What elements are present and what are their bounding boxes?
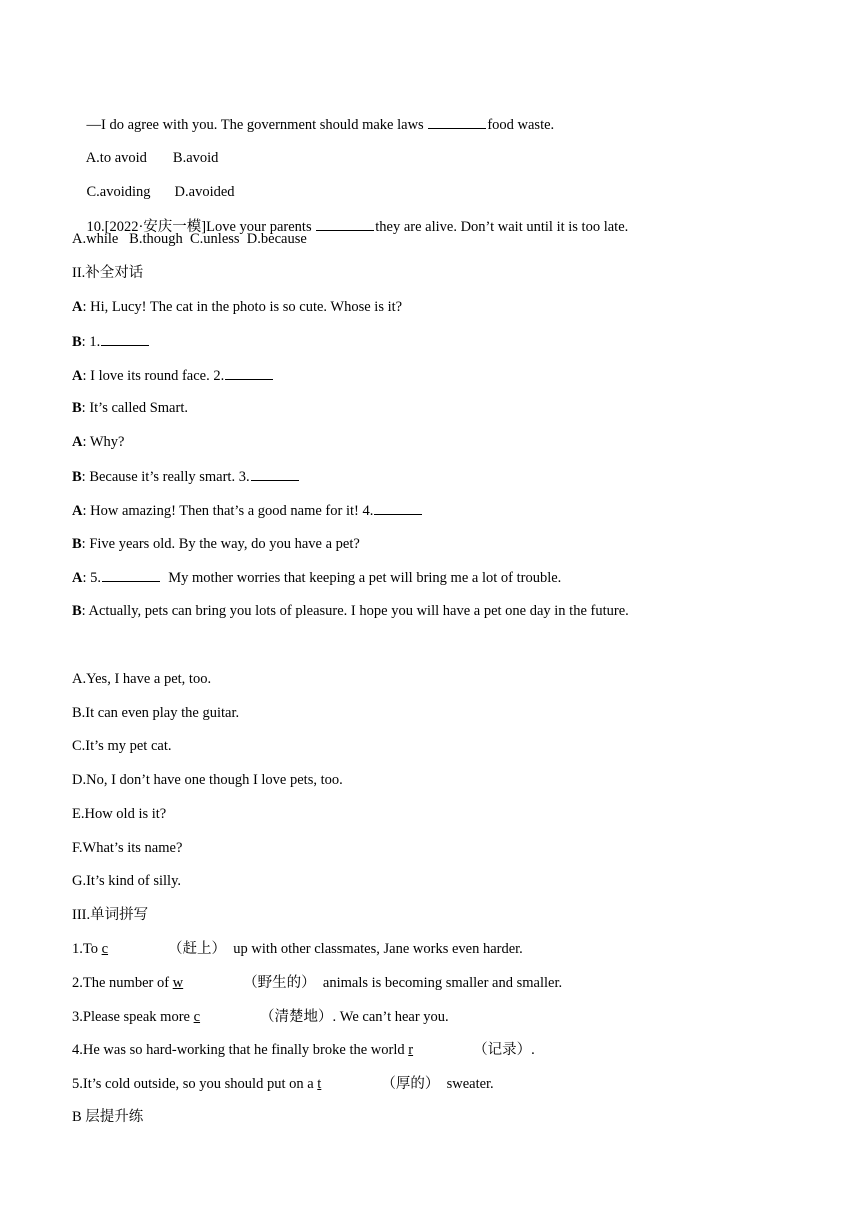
q10-blank[interactable]	[316, 216, 374, 231]
dialogue-line: B: 1.	[72, 331, 150, 352]
q9-blank[interactable]	[428, 114, 486, 129]
spelling-item: 5.It’s cold outside, so you should put on a t （厚的） sweater.	[72, 1076, 494, 1092]
section2-heading: II.补全对话	[72, 265, 144, 281]
q10-stem-start: 10.[2022·安庆一模]Love your parents	[86, 219, 316, 235]
choice-item: D.No, I don’t have one though I love pets, too.	[72, 772, 343, 788]
sectionB-heading: B 层提升练	[72, 1109, 144, 1125]
dialogue-blank-1[interactable]	[101, 331, 149, 346]
dialogue-blank-5[interactable]	[102, 567, 160, 582]
dialogue-blank-4[interactable]	[374, 500, 422, 515]
dialogue-blank-2[interactable]	[225, 365, 273, 380]
spelling-answer-field[interactable]: c	[193, 1009, 201, 1025]
spelling-item: 3.Please speak more c （清楚地）. We can’t hear you.	[72, 1009, 449, 1025]
spelling-item: 2.The number of w （野生的） animals is becoming smaller and smaller.	[72, 975, 563, 991]
choice-item: C.It’s my pet cat.	[72, 738, 172, 754]
dialogue-line: A: Hi, Lucy! The cat in the photo is so cute. Whose is it?	[72, 299, 403, 315]
choice-item: G.It’s kind of silly.	[72, 873, 182, 889]
spelling-answer-field[interactable]: t	[317, 1076, 322, 1092]
spelling-item: 4.He was so hard-working that he finally broke the world r （记录）.	[72, 1042, 535, 1058]
dialogue-line: B: Actually, pets can bring you lots of pleasure. I hope you will have a pet one day in the future.	[72, 603, 629, 619]
q9-stem-end: food waste.	[487, 117, 555, 133]
section3-heading: III.单词拼写	[72, 907, 149, 923]
dialogue-line: B: Because it’s really smart. 3.	[72, 466, 300, 487]
q10-options: A.while B.though C.unless D.because	[72, 231, 307, 247]
dialogue-line: B: Five years old. By the way, do you have a pet?	[72, 536, 360, 552]
dialogue-line: A: Why?	[72, 434, 125, 450]
spelling-item: 1.To c （赶上） up with other classmates, Jane works even harder.	[72, 941, 523, 957]
dialogue-blank-3[interactable]	[251, 466, 299, 481]
dialogue-line: A: How amazing! Then that’s a good name for it! 4.	[72, 500, 423, 521]
q9-option-b: B.avoid	[172, 150, 219, 166]
q9-option-c: C.avoiding	[86, 184, 151, 200]
q9-stem-start: —I do agree with you. The government should make laws	[86, 117, 428, 133]
dialogue-line: B: It’s called Smart.	[72, 400, 188, 416]
q9-option-a: A.to avoid	[85, 150, 147, 166]
spelling-answer-field[interactable]: r	[408, 1042, 414, 1058]
choice-item: A.Yes, I have a pet, too.	[72, 671, 212, 687]
choice-item: B.It can even play the guitar.	[72, 705, 240, 721]
q10-stem-end: they are alive. Don’t wait until it is too late.	[375, 219, 629, 235]
q9-option-d: D.avoided	[174, 184, 235, 200]
dialogue-line: A: I love its round face. 2.	[72, 365, 274, 386]
spelling-answer-field[interactable]: c	[101, 941, 109, 957]
spelling-answer-field[interactable]: w	[172, 975, 184, 991]
choice-item: F.What’s its name?	[72, 840, 183, 856]
choice-item: E.How old is it?	[72, 806, 167, 822]
dialogue-line: A: 5. My mother worries that keeping a pet will bring me a lot of trouble.	[72, 567, 561, 588]
